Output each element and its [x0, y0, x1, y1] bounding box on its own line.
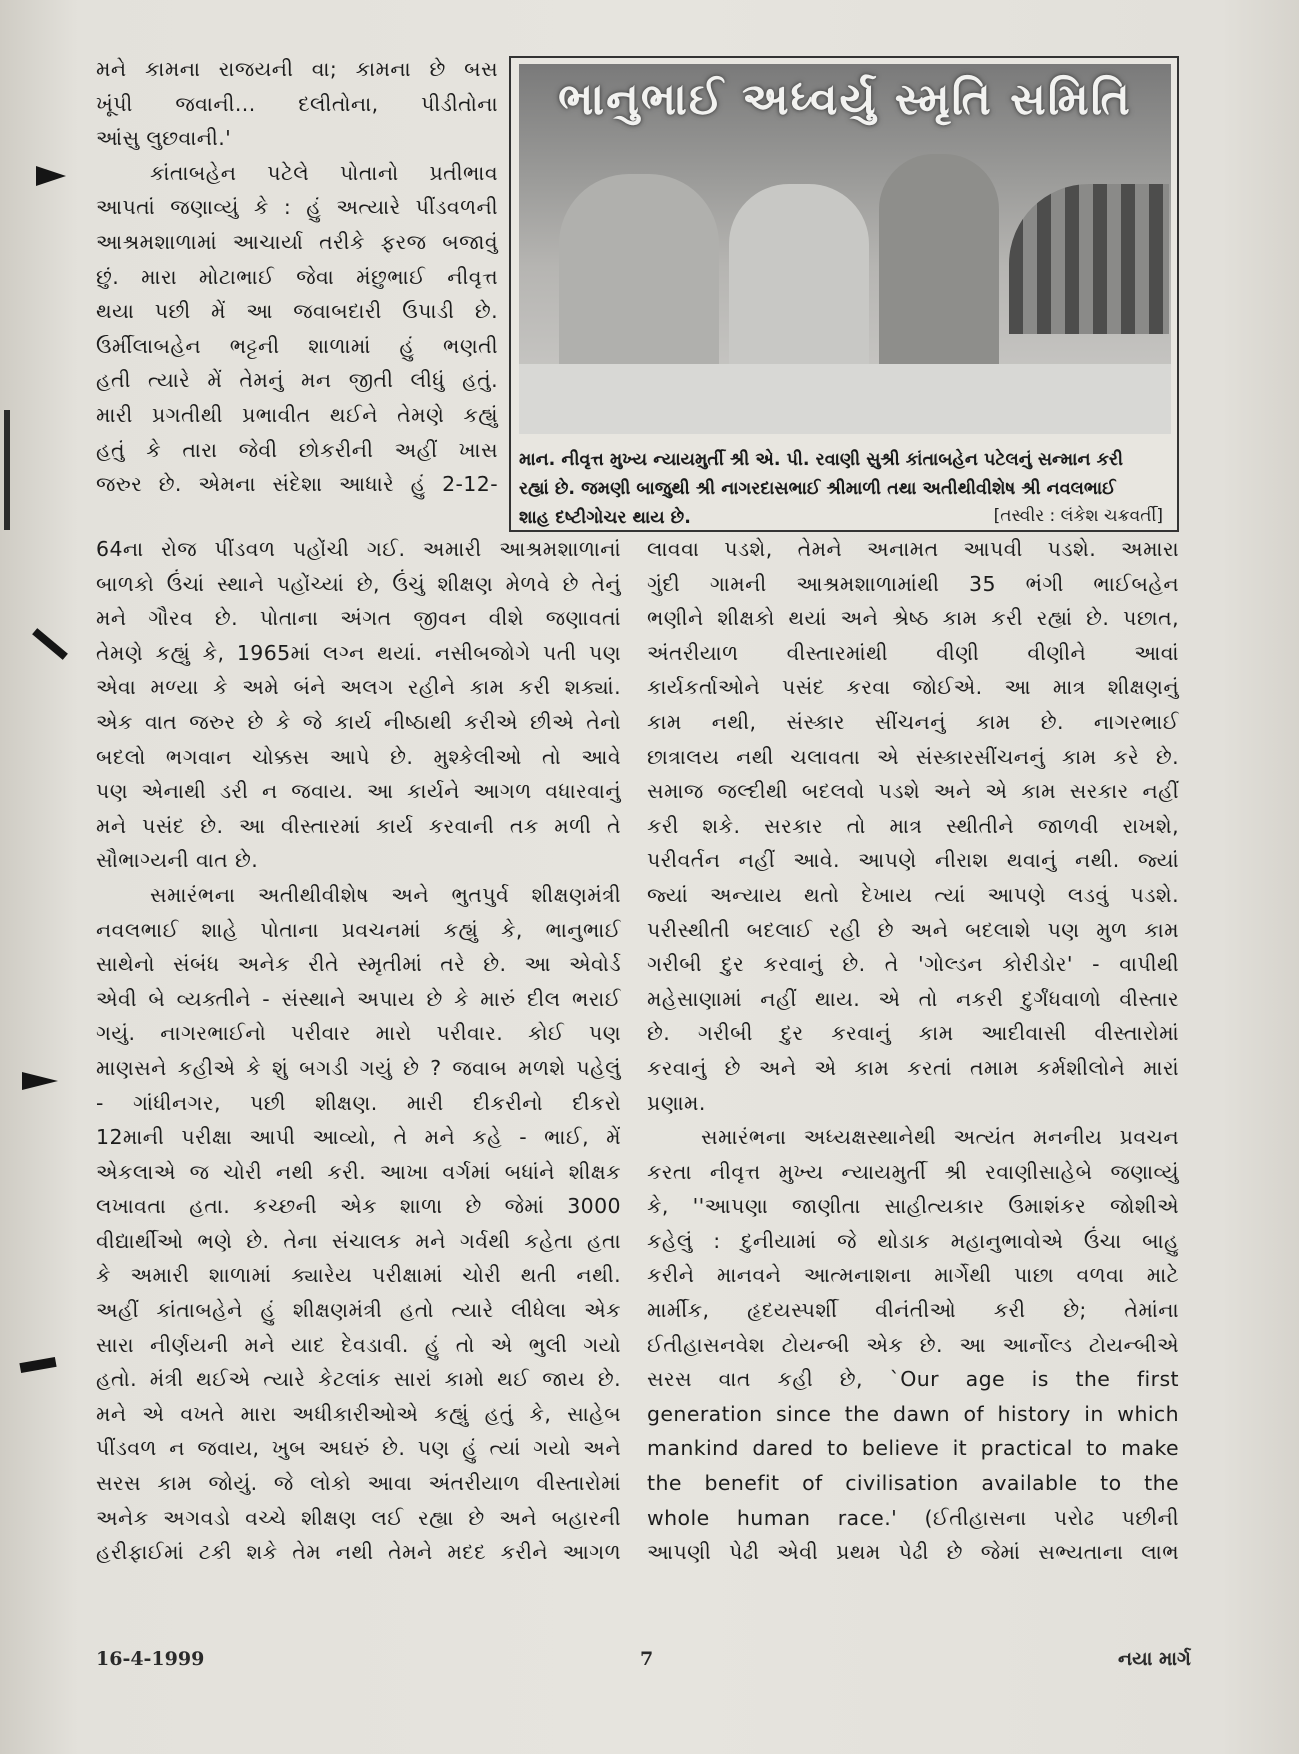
photo-figure [509, 56, 1179, 532]
footer-publication-title: નયા માર્ગ [1118, 1648, 1191, 1670]
text-line: લખાવતા હતા. કચ્છની એક શાળા છે જેમાં 3000 [96, 1194, 621, 1219]
text-line: ભણીને શીક્ષકો થયાં અને શ્રેષ્ઠ કામ કરી રહ્યાં છે. પછાત, [647, 606, 1179, 631]
text-line: આંસુ લુછવાની.' [96, 126, 232, 151]
text-line: ગુંદી ગામની આશ્રમશાળામાંથી 35 ભંગી ભાઈબહેન [647, 571, 1179, 596]
text-line: હતી ત્યારે મેં તેમનું મન જીતી લીધું હતું. [96, 368, 498, 393]
binding-edge [4, 410, 10, 530]
text-line: કરી શકે. સરકાર તો માત્ર સ્થીતીને જાળવી રાખશે, [647, 813, 1179, 838]
text-line: અનેક અગવડો વચ્ચે શીક્ષણ લઈ રહ્યા છે અને બહારની [96, 1505, 621, 1530]
text-line: ગયું. નાગરભાઈનો પરીવાર મારો પરીવાર. કોઈ પણ [96, 1021, 621, 1046]
footer-date: 16-4-1999 [96, 1648, 205, 1670]
text-line: સારા નીર્ણયની મને યાદ દેવડાવી. હું તો એ ભુલી ગયો [96, 1332, 621, 1357]
text-line: ગરીબી દુર કરવાનું છે. તે 'ગોલ્ડન કોરીડોર' - વાપીથી [647, 952, 1179, 977]
text-line: હરીફાઈમાં ટકી શકે તેમ નથી તેમને મદદ કરીને આગળ [96, 1540, 621, 1565]
text-line: વીદ્યાર્થીઓ ભણે છે. તેના સંચાલક મને ગર્વથી કહેતા હતા [96, 1228, 621, 1253]
column-1-main [96, 532, 621, 1570]
text-line: ઉર્મીલાબહેન ભટ્ટની શાળામાં હું ભણતી [96, 333, 498, 358]
text-line: મને કામના રાજયની વા; કામના છે બસ [96, 57, 498, 81]
text-line: - ગાંધીનગર, પછી શીક્ષણ. મારી દીકરીનો દીકરો [96, 1090, 621, 1115]
photo-credit: [તસ્વીર : લંકેશ ચક્રવર્તી] [993, 506, 1163, 526]
text-line: પણ એનાથી ડરી ન જવાય. આ કાર્યને આગળ વધારવાનું [96, 779, 621, 804]
text-line: કે, ''આપણા જાણીતા સાહીત્યકાર ઉમાશંકર જોશીએ [647, 1194, 1179, 1219]
column-2 [647, 532, 1179, 1570]
punch-mark [19, 1357, 56, 1373]
text-line: સરસ વાત કહી છે, `Our age is the first [647, 1367, 1179, 1392]
text-line: 64ના રોજ પીંડવળ પહોંચી ગઈ. અમારી આશ્રમશાળાનાં [96, 537, 621, 561]
text-line: સમારંભના અતીથીવીશેષ અને ભુતપુર્વ શીક્ષણમંત્રી [150, 882, 621, 907]
punch-mark [32, 628, 68, 660]
text-line: હતું કે તારા જેવી છોકરીની અહીં ખાસ [96, 437, 498, 462]
text-line: મને એ વખતે મારા અધીકારીઓએ કહ્યું હતું કે, સાહેબ [96, 1401, 621, 1426]
caption-line: રહ્યાં છે. જમણી બાજુથી શ્રી નાગરદાસભાઈ શ્રીમાળી તથા અતીથીવીશેષ શ્રી નવલભાઈ [519, 479, 1116, 499]
text-line: પીંડવળ ન જવાય, ખુબ અઘરું છે. પણ હું ત્યાં ગયો અને [96, 1436, 621, 1461]
text-line: નવલભાઈ શાહે પોતાના પ્રવચનમાં કહ્યું કે, ભાનુભાઈ [96, 917, 621, 942]
text-line: કહેલું : દુનીયામાં જે થોડાક મહાનુભાવોએ ઉંચા બાહુ [647, 1228, 1179, 1253]
page-number: 7 [640, 1648, 654, 1670]
text-line: કાંતાબહેન પટેલે પોતાનો પ્રતીભાવ [150, 160, 498, 185]
text-line: માણસને કહીએ કે શું બગડી ગયું છે ? જવાબ મળશે પહેલું [96, 1055, 621, 1080]
text-line: છું. મારા મોટાભાઈ જેવા મંછુભાઈ નીવૃત્ત [96, 264, 498, 289]
text-line: પરીવર્તન નહીં આવે. આપણે નીરાશ થવાનું નથી. જ્યાં [647, 848, 1179, 873]
text-line: હતો. મંત્રી થઈએ ત્યારે કેટલાંક સારાં કામો થઈ જાય છે. [96, 1367, 621, 1392]
text-line: સૌભાગ્યની વાત છે. [96, 848, 259, 873]
text-line: સાથેનો સંબંધ અનેક રીતે સ્મૃતીમાં તરે છે. આ એવોર્ડ [96, 952, 621, 977]
text-line: ઈતીહાસનવેશ ટોયન્બી એક છે. આ આર્નોલ્ડ ટોયન્બીએ [647, 1332, 1179, 1357]
text-line: સમાજ જલ્દીથી બદલવો પડશે અને એ કામ સરકાર નહીં [647, 779, 1179, 804]
text-line: મને પસંદ છે. આ વીસ્તારમાં કાર્ય કરવાની તક મળી તે [96, 813, 621, 838]
text-line: મને ગૌરવ છે. પોતાના અંગત જીવન વીશે જણાવતાં [96, 606, 621, 631]
punch-mark [36, 166, 66, 186]
text-line: સરસ કામ જોયું. જે લોકો આવા અંતરીયાળ વીસ્તારોમાં [96, 1471, 621, 1496]
text-line: જ્યાં અન્યાય થતો દેખાય ત્યાં આપણે લડવું પડશે. [647, 882, 1179, 907]
text-line: એવા મળ્યા કે અમે બંને અલગ રહીને કામ કરી શક્યાં. [96, 675, 621, 700]
text-line: તેમણે કહ્યું કે, 1965માં લગ્ન થયાં. નસીબજોગે પતી પણ [96, 640, 621, 665]
text-line: 12માની પરીક્ષા આપી આવ્યો, તે મને કહે - ભાઈ, મેં [96, 1125, 621, 1150]
text-line: અહીં કાંતાબહેને હું શીક્ષણમંત્રી હતો ત્યારે લીધેલા એક [96, 1298, 621, 1323]
text-line: કામ નથી, સંસ્કાર સીંચનનું કામ છે. નાગરભાઈ [647, 709, 1179, 734]
text-line: mankind dared to believe it practical to make [647, 1436, 1179, 1461]
caption-line: શાહ દષ્ટીગોચર થાય છે. [519, 508, 691, 528]
text-line: સમારંભના અધ્યક્ષસ્થાનેથી અત્યંત મનનીય પ્રવચન [701, 1125, 1179, 1150]
text-line: અંતરીયાળ વીસ્તારમાંથી વીણી વીણીને આવાં [647, 640, 1179, 665]
text-line: બાળકો ઉંચાં સ્થાને પહોંચ્યાં છે, ઉંચું શીક્ષણ મેળવે છે તેનું [96, 571, 621, 596]
text-line: જરુર છે. એમના સંદેશા આધારે હું 2-12- [96, 472, 498, 497]
text-line: પ્રણામ. [647, 1090, 706, 1115]
text-line: the benefit of civilisation available to the [647, 1471, 1179, 1496]
caption-line: માન. નીવૃત્ત મુખ્ય ન્યાયમુર્તી શ્રી એ. પી. રવાણી સુશ્રી કાંતાબહેન પટેલનું સન્માન કરી [519, 450, 1123, 470]
text-line: એકલાએ જ ચોરી નથી કરી. આખા વર્ગમાં બધાંને શીક્ષક [96, 1159, 621, 1184]
photo-banner: ભાનુભાઈ અધ્વર્યુ સ્મૃતિ સમિતિ [558, 74, 1132, 125]
text-line: whole human race.' (ઈતીહાસના પરોઢ પછીની [647, 1505, 1179, 1530]
text-line: કરવાનું છે અને એ કામ કરતાં તમામ કર્મશીલોને મારાં [647, 1055, 1179, 1080]
stage-drape [1009, 184, 1169, 334]
text-line: માર્મીક, હૃદયસ્પર્શી વીનંતીઓ કરી છે; તેમાંના [647, 1298, 1179, 1323]
text-line: કાર્યકર્તાઓને પસંદ કરવા જોઈએ. આ માત્ર શીક્ષણનું [647, 675, 1179, 700]
text-line: લાવવા પડશે, તેમને અનામત આપવી પડશે. અમારા [647, 537, 1179, 561]
text-line: મહેસાણામાં નહીં થાય. એ તો નકરી દુર્ગંધવાળો વીસ્તાર [647, 986, 1179, 1011]
text-line: બદલો ભગવાન ચોક્કસ આપે છે. મુશ્કેલીઓ તો આવે [96, 744, 621, 769]
text-line: થયા પછી મેં આ જવાબદારી ઉપાડી છે. [96, 299, 498, 324]
text-line: છાત્રાલય નથી ચલાવતા એ સંસ્કારસીંચનનું કામ કરે છે. [647, 744, 1179, 769]
text-line: ખૂંપી જવાની... દલીતોના, પીડીતોના [96, 91, 498, 116]
column-1-top [96, 52, 498, 502]
text-line: એક વાત જરુર છે કે જે કાર્ય નીષ્ઠાથી કરીએ છીએ તેનો [96, 709, 621, 734]
text-line: મારી પ્રગતીથી પ્રભાવીત થઈને તેમણે કહ્યું [96, 402, 498, 427]
event-photo [519, 64, 1171, 434]
text-line: આપતાં જણાવ્યું કે : હું અત્યારે પીંડવળની [96, 195, 498, 220]
text-line: આશ્રમશાળામાં આચાર્યા તરીકે ફરજ બજાવું [96, 229, 498, 254]
text-line: પરીસ્થીતી બદલાઈ રહી છે અને બદલાશે પણ મુળ કામ [647, 917, 1179, 942]
text-line: છે. ગરીબી દુર કરવાનું કામ આદીવાસી વીસ્તારોમાં [647, 1021, 1179, 1046]
punch-mark [22, 1072, 58, 1090]
text-line: કરીને માનવને આત્મનાશના માર્ગેથી પાછા વળવા માટે [647, 1263, 1179, 1288]
text-line: કરતા નીવૃત્ત મુખ્ય ન્યાયમુર્તી શ્રી રવાણીસાહેબે જણાવ્યું [647, 1159, 1179, 1184]
text-line: generation since the dawn of history in which [647, 1401, 1179, 1426]
text-line: એવી બે વ્યક્તીને - સંસ્થાને અપાય છે કે મારું દીલ ભરાઈ [96, 986, 621, 1011]
text-line: કે અમારી શાળામાં ક્યારેય પરીક્ષામાં ચોરી થતી નથી. [96, 1263, 621, 1288]
text-line: આપણી પેઢી એવી પ્રથમ પેઢી છે જેમાં સભ્યતાના લાભ [647, 1540, 1179, 1565]
stage-table [519, 364, 1171, 434]
